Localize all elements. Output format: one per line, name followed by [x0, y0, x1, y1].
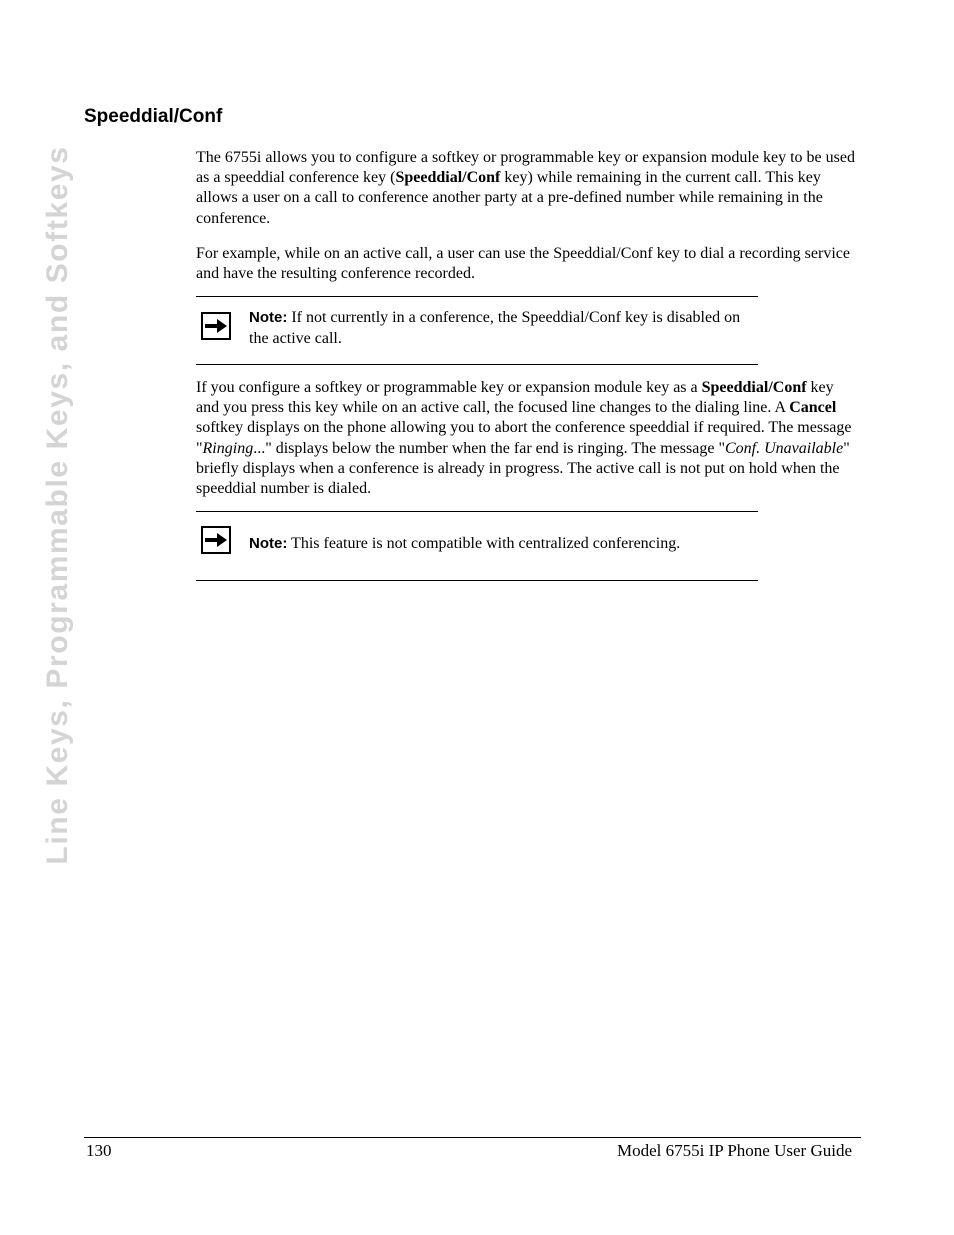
text-run: ..." displays below the number when the far end is ringing. The message " — [253, 439, 725, 457]
bold-softkey-name: Cancel — [789, 399, 837, 417]
note-text — [249, 308, 754, 349]
note-label: Note: — [249, 535, 288, 552]
italic-message: Ringing — [202, 439, 254, 457]
text-run: " briefly displays when a conference is already in progress. The active call is not put on hold when the speeddial number is dialed. — [196, 439, 850, 498]
note-body: If not currently in a conference, the Speeddial/Conf key is disabled on the active call. — [249, 309, 741, 347]
arrow-right-icon-graphic — [205, 533, 227, 547]
text-run: softkey displays on the phone allowing you to abort the conference speeddial if required. The message " — [196, 419, 852, 457]
footer-divider — [84, 1137, 861, 1138]
arrow-right-icon — [201, 526, 231, 554]
note-box — [196, 296, 758, 365]
behavior-paragraph — [196, 378, 856, 499]
arrow-right-icon-graphic — [205, 319, 227, 333]
chapter-side-tab-label: Line Keys, Programmable Keys, and Softkeys — [41, 145, 74, 865]
intro-paragraph — [196, 148, 856, 229]
text-run: key) while remaining in the current call. This key allows a user on a call to conference another party at a pre-defined number while remaining in the conference. — [196, 169, 823, 227]
text-run: key and you press this key while on an active call, the focused line changes to the dialing line. A — [196, 379, 834, 417]
text-run: If you configure a softkey or programmable key or expansion module key as a — [196, 379, 702, 396]
bold-key-name: Speeddial/Conf — [701, 379, 807, 396]
section-title: Speeddial/Conf — [84, 106, 223, 127]
note-text — [249, 534, 754, 555]
italic-message: Conf. Unavailable — [724, 439, 844, 457]
note-body: This feature is not compatible with centralized conferencing. — [287, 535, 681, 552]
text-run: The 6755i allows you to configure a softkey or programmable key or expansion module key to be used as a speeddial conference key ( — [196, 149, 855, 187]
guide-title: Model 6755i IP Phone User Guide — [617, 1141, 852, 1160]
chapter-side-tab — [40, 110, 76, 900]
example-paragraph: For example, while on an active call, a user can use the Speeddial/Conf key to dial a recording service and have the resulting conference recorded. — [196, 245, 850, 283]
page-number: 130 — [86, 1141, 112, 1160]
bold-key-name: Speeddial/Conf — [395, 169, 501, 187]
note-box — [196, 511, 758, 581]
note-label: Note: — [249, 309, 288, 326]
arrow-right-icon — [201, 312, 231, 340]
